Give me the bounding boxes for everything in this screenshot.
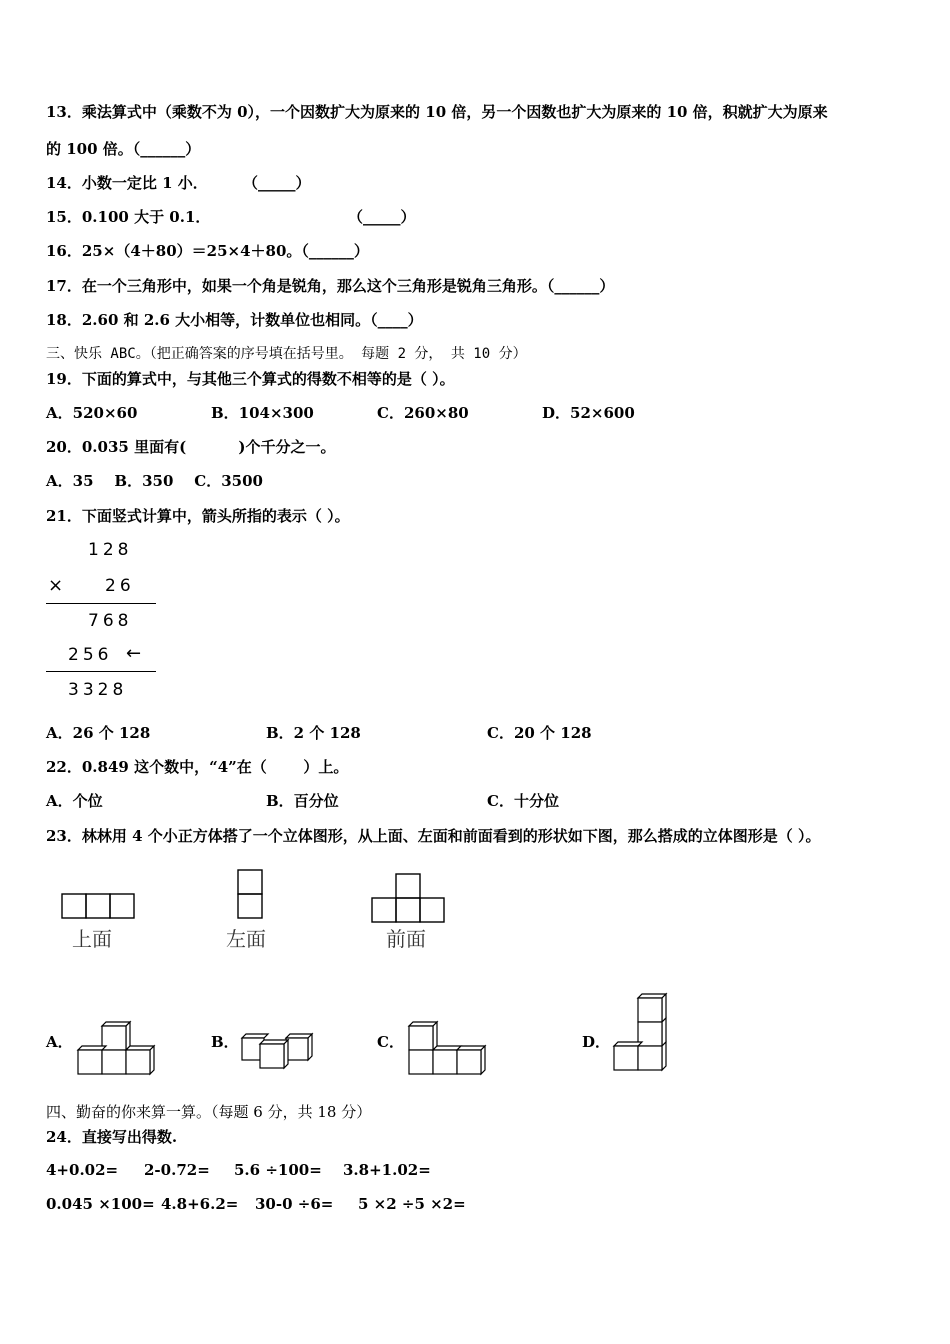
- q14-text: 14．小数一定比 1 小．: [46, 174, 208, 192]
- front-view-label: 前面: [386, 927, 426, 951]
- q24-row2-item3: 30-0 ÷6=: [255, 1195, 334, 1213]
- section3-title: 三、快乐 ABC。（把正确答案的序号填在括号里。 每题 2 分， 共 10 分）: [46, 346, 527, 362]
- q23-option-c-label: C．: [377, 1033, 404, 1051]
- calc-product: 3328: [68, 680, 128, 700]
- option-b-cubes: [240, 1032, 324, 1072]
- q15-blank: （_____）: [348, 208, 416, 226]
- q19-text: 19．下面的算式中，与其他三个算式的得数不相等的是（ ）。: [46, 370, 455, 388]
- q13-line1: 13．乘法算式中（乘数不为 0），一个因数扩大为原来的 10 倍，另一个因数也扩大为原来的 10 倍，积就扩大为原来: [46, 103, 828, 121]
- q24-row2-item1: 0.045 ×100=: [46, 1195, 155, 1213]
- q19-option-a: A．520×60: [46, 404, 138, 422]
- calc-multiplier: 26: [105, 576, 135, 596]
- q22-option-c: C．十分位: [487, 792, 559, 810]
- calc-times-sign: ×: [48, 575, 68, 596]
- q14-blank: （_____）: [243, 174, 311, 192]
- left-view-label: 左面: [226, 927, 266, 951]
- q13-line2: 的 100 倍。（______）: [46, 140, 201, 158]
- left-view-figure: [236, 868, 266, 920]
- q21-option-c: C．20 个 128: [487, 724, 592, 742]
- q22-option-a: A．个位: [46, 792, 103, 810]
- q23-option-b-label: B．: [211, 1033, 239, 1051]
- q21-option-a: A．26 个 128: [46, 724, 151, 742]
- q17-text: 17．在一个三角形中，如果一个角是锐角，那么这个三角形是锐角三角形。（______）: [46, 277, 615, 295]
- section4-title: 四、勤奋的你来算一算。（每题 6 分，共 18 分）: [46, 1103, 372, 1121]
- top-view-label: 上面: [72, 927, 112, 951]
- q19-option-d: D．52×600: [542, 404, 635, 422]
- q24-text: 24．直接写出得数.: [46, 1128, 178, 1146]
- q24-row1-item3: 5.6 ÷100=: [234, 1161, 322, 1179]
- q23-text: 23．林林用 4 个小正方体搭了一个立体图形，从上面、左面和前面看到的形状如下图，那么搭成的立体图形是（ ）。: [46, 827, 821, 845]
- arrow-left-icon: ←: [126, 643, 146, 664]
- q24-row1-item4: 3.8+1.02=: [343, 1161, 431, 1179]
- q24-row2-item2: 4.8+6.2=: [161, 1195, 239, 1213]
- q19-option-b: B．104×300: [211, 404, 314, 422]
- front-view-figure: [370, 872, 446, 924]
- calc-partial-2: 256: [68, 645, 113, 665]
- q19-option-c: C．260×80: [377, 404, 469, 422]
- calc-partial-1: 768: [88, 611, 133, 631]
- calc-rule-2: [46, 671, 156, 672]
- q22-option-b: B．百分位: [266, 792, 339, 810]
- calc-rule-1: [46, 603, 156, 604]
- option-c-cubes: [407, 1020, 491, 1078]
- calc-multiplicand: 128: [88, 540, 133, 560]
- q21-text: 21．下面竖式计算中，箭头所指的表示（ ）。: [46, 507, 350, 525]
- q23-option-a-label: A．: [46, 1033, 73, 1051]
- option-d-cubes: [612, 992, 672, 1074]
- q18-text: 18．2.60 和 2.6 大小相等，计数单位也相同。（____）: [46, 311, 423, 329]
- q15-text: 15．0.100 大于 0.1．: [46, 208, 211, 226]
- q22-text: 22．0.849 这个数中，“4”在（ ）上。: [46, 758, 349, 776]
- q21-option-b: B．2 个 128: [266, 724, 361, 742]
- option-a-cubes: [76, 1020, 160, 1078]
- top-view-figure: [60, 892, 136, 920]
- q24-row1-item1: 4+0.02=: [46, 1161, 119, 1179]
- q24-row2-item4: 5 ×2 ÷5 ×2=: [358, 1195, 466, 1213]
- q20-options: A．35 B．350 C．3500: [46, 472, 263, 490]
- q23-option-d-label: D．: [582, 1033, 611, 1051]
- q24-row1-item2: 2-0.72=: [144, 1161, 210, 1179]
- q20-text: 20．0.035 里面有( )个千分之一。: [46, 438, 336, 456]
- q16-text: 16．25×（4＋80）＝25×4＋80。（______）: [46, 242, 369, 260]
